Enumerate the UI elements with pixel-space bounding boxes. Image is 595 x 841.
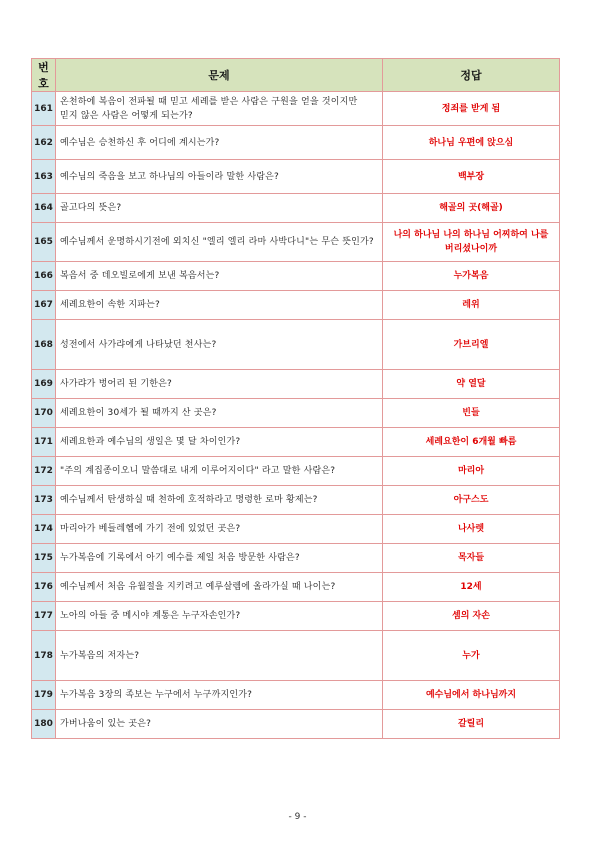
header-answer: 정답	[383, 59, 560, 92]
table-row	[32, 320, 560, 370]
table-row	[32, 602, 560, 631]
question-number: 178	[32, 631, 56, 681]
table-row	[32, 631, 560, 681]
question-number: 168	[32, 320, 56, 370]
answer-text: 해골의 곳(해골)	[383, 194, 560, 223]
question-number: 169	[32, 370, 56, 399]
question-number: 165	[32, 223, 56, 262]
table-row	[32, 223, 560, 262]
table-row	[32, 262, 560, 291]
question-number: 176	[32, 573, 56, 602]
question-text: 온천하에 복음이 전파될 때 믿고 세례를 받은 사람은 구원을 얻을 것이지만 믿지 않은 사람은 어떻게 되는가?	[56, 92, 383, 126]
question-text: 누가복음 3장의 족보는 누구에서 누구까지인가?	[56, 681, 383, 710]
question-number: 166	[32, 262, 56, 291]
answer-text: 누가복음	[383, 262, 560, 291]
question-number: 179	[32, 681, 56, 710]
question-number: 167	[32, 291, 56, 320]
question-text: 세례요한과 예수님의 생일은 몇 달 차이인가?	[56, 428, 383, 457]
question-text: 마리아가 베들레헴에 가기 전에 있었던 곳은?	[56, 515, 383, 544]
question-number: 180	[32, 710, 56, 739]
question-text: 사가랴가 벙어리 된 기한은?	[56, 370, 383, 399]
question-number: 170	[32, 399, 56, 428]
question-number: 162	[32, 126, 56, 160]
answer-text: 누가	[383, 631, 560, 681]
answer-text: 가브리엘	[383, 320, 560, 370]
answer-text: 갈릴리	[383, 710, 560, 739]
answer-text: 나사렛	[383, 515, 560, 544]
answer-text: 백부장	[383, 160, 560, 194]
question-number: 174	[32, 515, 56, 544]
answer-text: 12세	[383, 573, 560, 602]
table-body	[32, 92, 560, 739]
question-number: 175	[32, 544, 56, 573]
answer-text: 정죄를 받게 됨	[383, 92, 560, 126]
question-text: 골고다의 뜻은?	[56, 194, 383, 223]
question-text: 복음서 중 데오빌로에게 보낸 복음서는?	[56, 262, 383, 291]
question-number: 164	[32, 194, 56, 223]
table-row	[32, 428, 560, 457]
question-number: 172	[32, 457, 56, 486]
table-row	[32, 399, 560, 428]
table-row	[32, 291, 560, 320]
header-question: 문제	[56, 59, 383, 92]
answer-text: 빈들	[383, 399, 560, 428]
answer-text: 세례요한이 6개월 빠름	[383, 428, 560, 457]
answer-text: 약 열달	[383, 370, 560, 399]
table-row	[32, 681, 560, 710]
question-number: 173	[32, 486, 56, 515]
question-text: 누가복음에 기록에서 아기 예수를 제일 처음 방문한 사람은?	[56, 544, 383, 573]
table-row	[32, 457, 560, 486]
question-text: 예수님께서 탄생하실 때 천하에 호적하라고 명령한 로마 황제는?	[56, 486, 383, 515]
question-text: 누가복음의 저자는?	[56, 631, 383, 681]
question-text: 예수님은 승천하신 후 어디에 계시는가?	[56, 126, 383, 160]
answer-text: 하나님 우편에 앉으심	[383, 126, 560, 160]
header-row	[32, 59, 560, 92]
table-row	[32, 92, 560, 126]
question-text: 예수님께서 처음 유월절을 지키려고 예루살렘에 올라가실 때 나이는?	[56, 573, 383, 602]
question-text: 노아의 아들 중 메시야 계통은 누구자손인가?	[56, 602, 383, 631]
table-row	[32, 370, 560, 399]
table-row	[32, 544, 560, 573]
table-row	[32, 126, 560, 160]
table-row	[32, 194, 560, 223]
question-number: 163	[32, 160, 56, 194]
header-number: 번호	[32, 59, 56, 92]
question-text: 세례요한이 30세가 될 때까지 산 곳은?	[56, 399, 383, 428]
question-number: 161	[32, 92, 56, 126]
question-number: 177	[32, 602, 56, 631]
question-text: 세례요한이 속한 지파는?	[56, 291, 383, 320]
table-header	[32, 59, 560, 92]
answer-text: 목자들	[383, 544, 560, 573]
answer-text: 나의 하나님 나의 하나님 어찌하여 나를 버리셨나이까	[383, 223, 560, 262]
table-row	[32, 486, 560, 515]
answer-text: 셈의 자손	[383, 602, 560, 631]
table-row	[32, 573, 560, 602]
table-row	[32, 710, 560, 739]
answer-text: 아구스도	[383, 486, 560, 515]
answer-text: 마리아	[383, 457, 560, 486]
table-row	[32, 515, 560, 544]
quiz-table	[31, 58, 560, 739]
answer-text: 레위	[383, 291, 560, 320]
table-row	[32, 160, 560, 194]
question-text: "주의 계집종이오니 말씀대로 내게 이루어지이다" 라고 말한 사람은?	[56, 457, 383, 486]
page-number: - 9 -	[288, 812, 307, 822]
question-text: 가버나움이 있는 곳은?	[56, 710, 383, 739]
question-text: 성전에서 사가랴에게 나타났던 천사는?	[56, 320, 383, 370]
question-text: 예수님께서 운명하시기전에 외치신 "엘리 엘리 라마 사박다니"는 무슨 뜻인가?	[56, 223, 383, 262]
question-text: 예수님의 죽음을 보고 하나님의 아들이라 말한 사람은?	[56, 160, 383, 194]
answer-text: 예수님에서 하나님까지	[383, 681, 560, 710]
question-number: 171	[32, 428, 56, 457]
